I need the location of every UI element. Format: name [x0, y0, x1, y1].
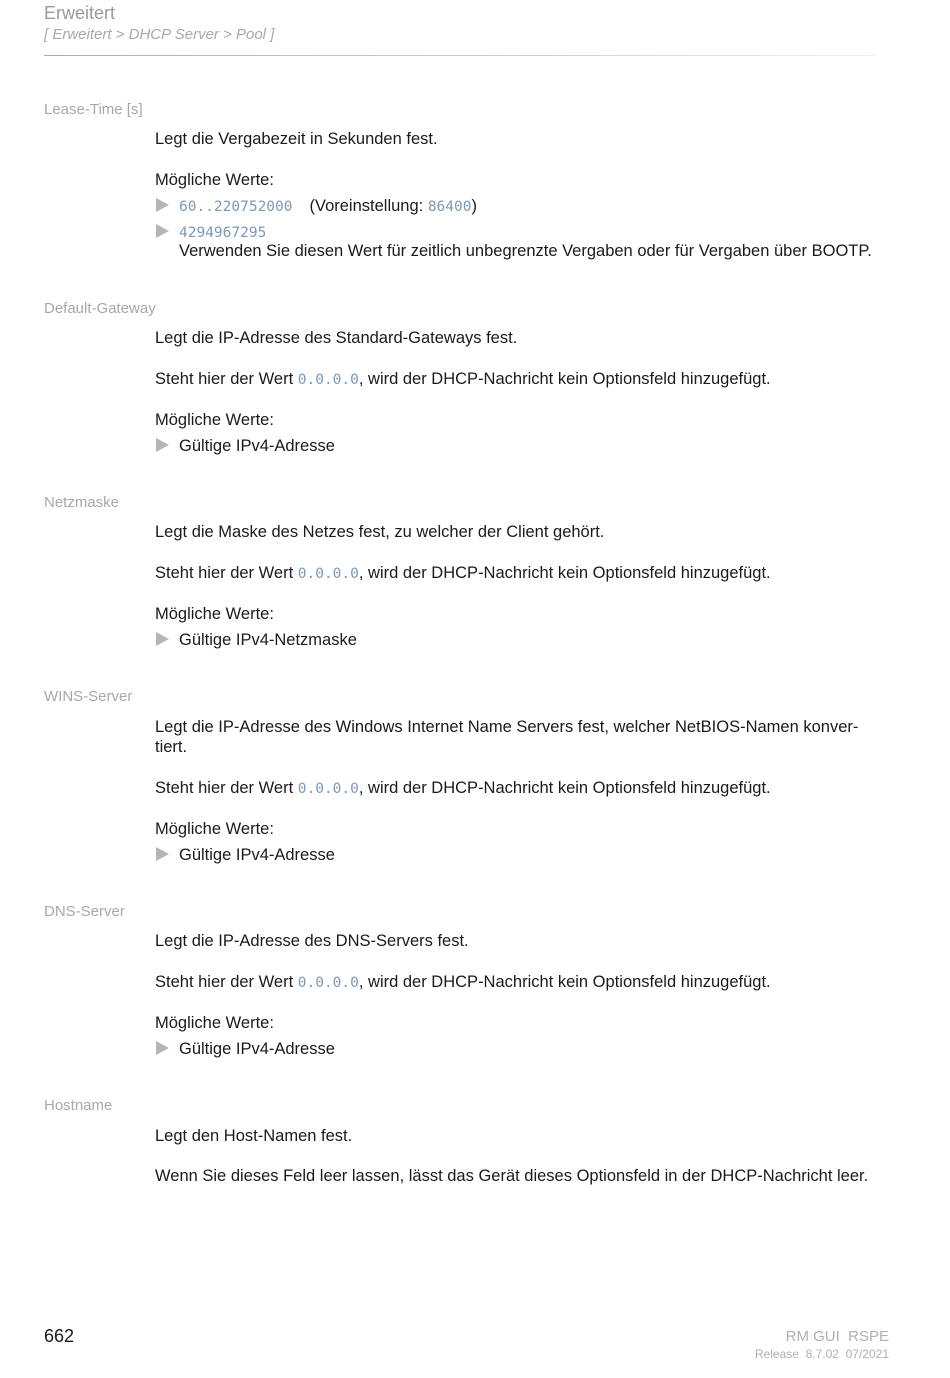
chapter-title: Erweitert [44, 3, 116, 23]
lease-time-description: Legt die Vergabezeit in Sekunden fest. [155, 130, 438, 148]
bullet-triangle-icon [156, 438, 169, 452]
lease-time-range-end: 220752000 [213, 199, 293, 215]
lease-time-max-note: Verwenden Sie diesen Wert für zeitlich unbegrenzte Vergaben oder für Vergaben über BOOTP. [179, 242, 872, 260]
param-name-dns-server: DNS-Server [44, 903, 125, 920]
hostname-note: Wenn Sie dieses Feld leer lassen, lässt das Gerät dieses Optionsfeld in der DHCP-Nachricht leer. [155, 1167, 869, 1185]
lease-time-value-range [179, 197, 477, 216]
note-prefix: Steht hier der Wert [155, 973, 298, 991]
wins-server-value: Gültige IPv4-Adresse [179, 846, 335, 864]
note-value: 0.0.0.0 [297, 975, 359, 991]
wins-server-values-label: Mögliche Werte: [155, 820, 274, 838]
wins-server-note [155, 779, 771, 798]
breadcrumb: [ Erweitert > DHCP Server > Pool ] [44, 26, 275, 43]
note-suffix: , wird der DHCP-Nachricht kein Optionsfeld hinzugefügt. [358, 564, 771, 582]
param-name-default-gateway: Default-Gateway [44, 300, 156, 317]
lease-time-range-start: 60.. [179, 199, 214, 215]
note-prefix: Steht hier der Wert [155, 370, 298, 388]
param-name-hostname: Hostname [44, 1097, 113, 1114]
dns-server-note [155, 973, 771, 992]
netzmaske-value: Gültige IPv4-Netzmaske [179, 631, 357, 649]
note-value: 0.0.0.0 [297, 781, 359, 797]
dns-server-values-label: Mögliche Werte: [155, 1014, 274, 1032]
lease-time-default-close: ) [471, 197, 477, 215]
param-name-wins-server: WINS-Server [44, 688, 133, 705]
param-name-lease-time: Lease-Time [s] [44, 101, 143, 118]
bullet-triangle-icon [156, 632, 169, 646]
default-gateway-value: Gültige IPv4-Adresse [179, 437, 335, 455]
default-gateway-values-label: Mögliche Werte: [155, 411, 274, 429]
netzmaske-values-label: Mögliche Werte: [155, 605, 274, 623]
bullet-triangle-icon [156, 847, 169, 861]
netzmaske-description: Legt die Maske des Netzes fest, zu welcher der Client gehört. [155, 523, 605, 541]
bullet-triangle-icon [156, 198, 169, 212]
dns-server-description: Legt die IP-Adresse des DNS-Servers fest. [155, 932, 469, 950]
bullet-triangle-icon [156, 224, 169, 238]
note-prefix: Steht hier der Wert [155, 779, 298, 797]
footer-product: RM GUI RSPE [785, 1328, 889, 1345]
default-gateway-description: Legt die IP-Adresse des Standard-Gateways fest. [155, 329, 518, 347]
footer-release: Release 8.7.02 07/2021 [754, 1347, 889, 1361]
note-suffix: , wird der DHCP-Nachricht kein Optionsfeld hinzugefügt. [358, 779, 771, 797]
note-suffix: , wird der DHCP-Nachricht kein Optionsfeld hinzugefügt. [358, 973, 771, 991]
note-prefix: Steht hier der Wert [155, 564, 298, 582]
note-value: 0.0.0.0 [297, 372, 359, 388]
hostname-description: Legt den Host-Namen fest. [155, 1127, 353, 1145]
default-gateway-note [155, 370, 771, 389]
note-value: 0.0.0.0 [297, 566, 359, 582]
bullet-triangle-icon [156, 1041, 169, 1055]
lease-time-values-label: Mögliche Werte: [155, 171, 274, 189]
netzmaske-note [155, 564, 771, 583]
lease-time-value-max [179, 223, 266, 242]
lease-time-default-value: 86400 [427, 199, 472, 215]
note-suffix: , wird der DHCP-Nachricht kein Optionsfeld hinzugefügt. [358, 370, 771, 388]
lease-time-max-value: 4294967295 [179, 225, 267, 241]
lease-time-default-label: (Voreinstellung: [309, 197, 428, 215]
header-divider [44, 55, 874, 56]
dns-server-value: Gültige IPv4-Adresse [179, 1040, 335, 1058]
param-name-netzmaske: Netzmaske [44, 494, 120, 511]
page-number: 662 [44, 1326, 75, 1346]
wins-server-description: Legt die IP-Adresse des Windows Internet Name Servers fest, welcher NetBIOS-Namen konver-tiert. [155, 718, 859, 756]
